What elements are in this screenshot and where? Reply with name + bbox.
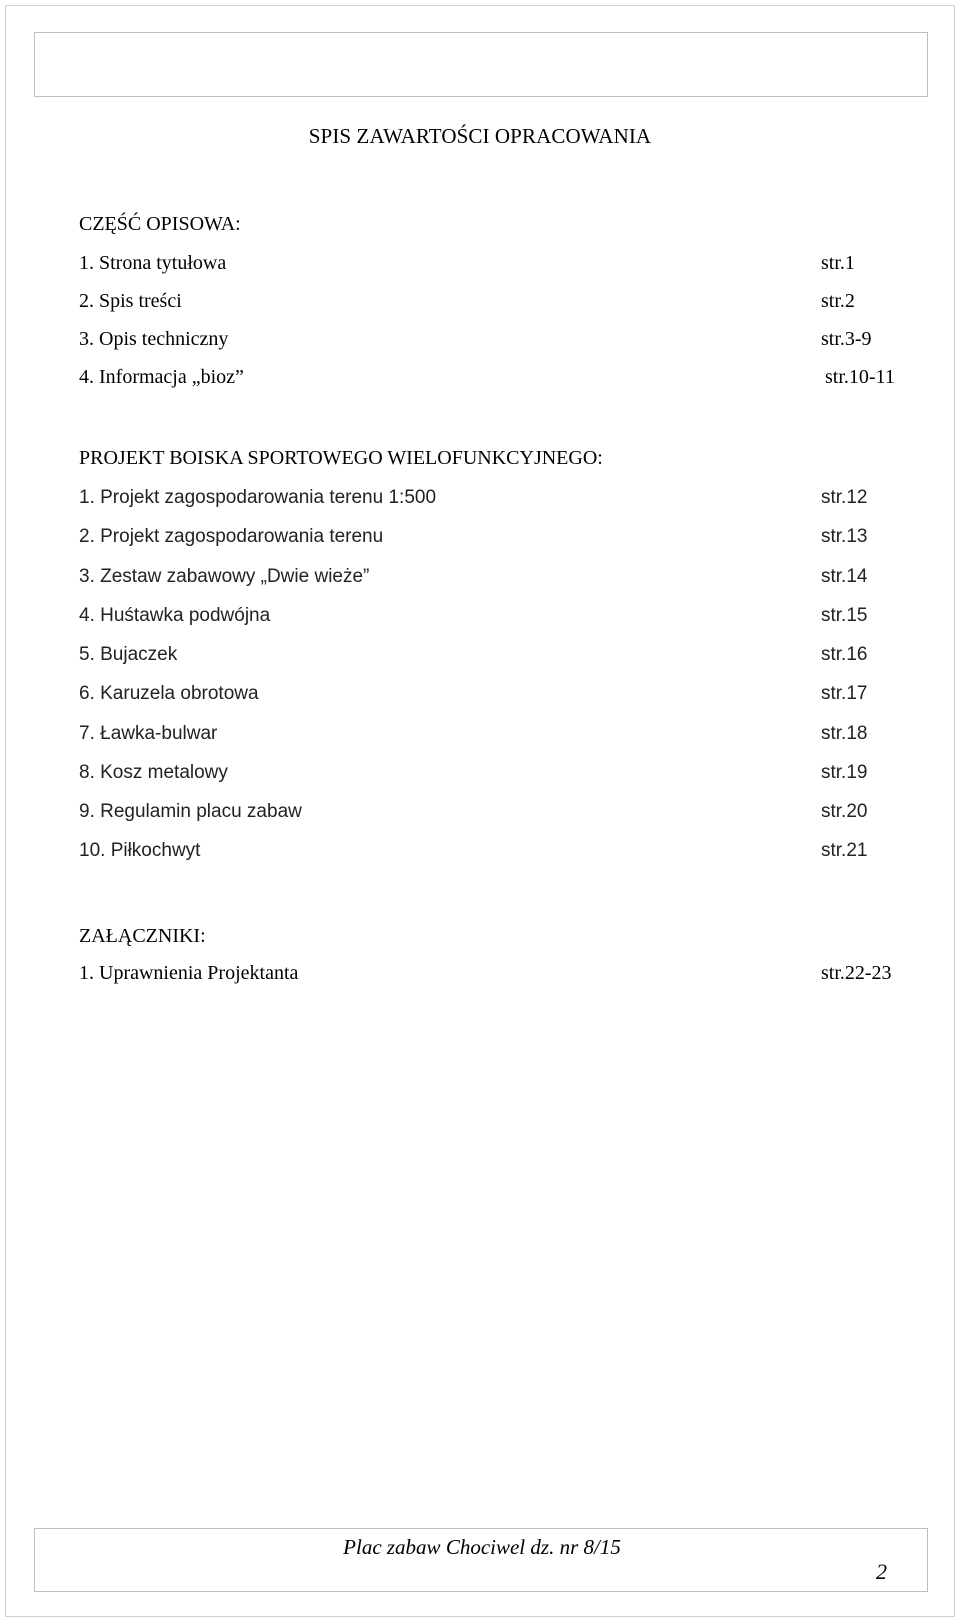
- toc-item-label: 3. Opis techniczny: [79, 328, 229, 350]
- toc-item-label: 10. Piłkochwyt: [79, 840, 201, 861]
- toc-item-page: str.3-9: [821, 328, 872, 350]
- footer-text: Plac zabaw Chociwel dz. nr 8/15: [343, 1535, 621, 1559]
- footer: [34, 1528, 928, 1592]
- toc-row: [79, 840, 909, 866]
- toc-item-page: str.18: [821, 723, 868, 744]
- toc-row: [79, 962, 909, 988]
- toc-item-label: 1. Projekt zagospodarowania terenu 1:500: [79, 487, 437, 508]
- toc-item-label: 4. Informacja „bioz”: [79, 366, 244, 388]
- toc-row: [79, 290, 909, 316]
- toc-item-label: 3. Zestaw zabawowy „Dwie wieże”: [79, 566, 370, 587]
- toc-row: [79, 366, 909, 392]
- toc-item-label: 4. Huśtawka podwójna: [79, 605, 271, 626]
- toc-item-page: str.13: [821, 526, 868, 547]
- toc-item-page: str.15: [821, 605, 868, 626]
- toc-item-label: 2. Projekt zagospodarowania terenu: [79, 526, 384, 547]
- toc-item-page: str.19: [821, 762, 868, 783]
- toc-item-page: str.12: [821, 487, 868, 508]
- toc-row: [79, 801, 909, 827]
- toc-item-page: str.17: [821, 683, 868, 704]
- toc-row: [79, 644, 909, 670]
- header-box: [34, 32, 928, 97]
- toc-row: [79, 723, 909, 749]
- document-title: SPIS ZAWARTOŚCI OPRACOWANIA: [308, 124, 652, 148]
- toc-item-label: 6. Karuzela obrotowa: [79, 683, 259, 704]
- toc-row: [79, 566, 909, 592]
- toc-item-label: 7. Ławka-bulwar: [79, 723, 218, 744]
- toc-item-label: 5. Bujaczek: [79, 644, 178, 665]
- toc-item-label: 9. Regulamin placu zabaw: [79, 801, 302, 822]
- toc-item-page: str.14: [821, 566, 868, 587]
- section-heading-descriptive: CZĘŚĆ OPISOWA:: [79, 213, 241, 235]
- toc-item-label: 1. Uprawnienia Projektanta: [79, 962, 299, 984]
- toc-item-page: str.2: [821, 290, 855, 312]
- toc-row: [79, 683, 909, 709]
- section-heading-project: PROJEKT BOISKA SPORTOWEGO WIELOFUNKCYJNEGO:: [79, 447, 603, 469]
- toc-item-label: 8. Kosz metalowy: [79, 762, 228, 783]
- toc-item-label: 1. Strona tytułowa: [79, 252, 227, 274]
- toc-item-page: str.21: [821, 840, 868, 861]
- section-heading-attachments: ZAŁĄCZNIKI:: [79, 925, 206, 947]
- toc-row: [79, 762, 909, 788]
- toc-item-page: str.10-11: [825, 366, 895, 388]
- toc-row: [79, 252, 909, 278]
- toc-item-page: str.20: [821, 801, 868, 822]
- toc-row: [79, 487, 909, 513]
- toc-row: [79, 328, 909, 354]
- toc-item-page: str.1: [821, 252, 855, 274]
- page-number: 2: [876, 1559, 887, 1584]
- toc-row: [79, 526, 909, 552]
- toc-item-label: 2. Spis treści: [79, 290, 182, 312]
- toc-item-page: str.16: [821, 644, 868, 665]
- toc-row: [79, 605, 909, 631]
- toc-item-page: str.22-23: [821, 962, 892, 984]
